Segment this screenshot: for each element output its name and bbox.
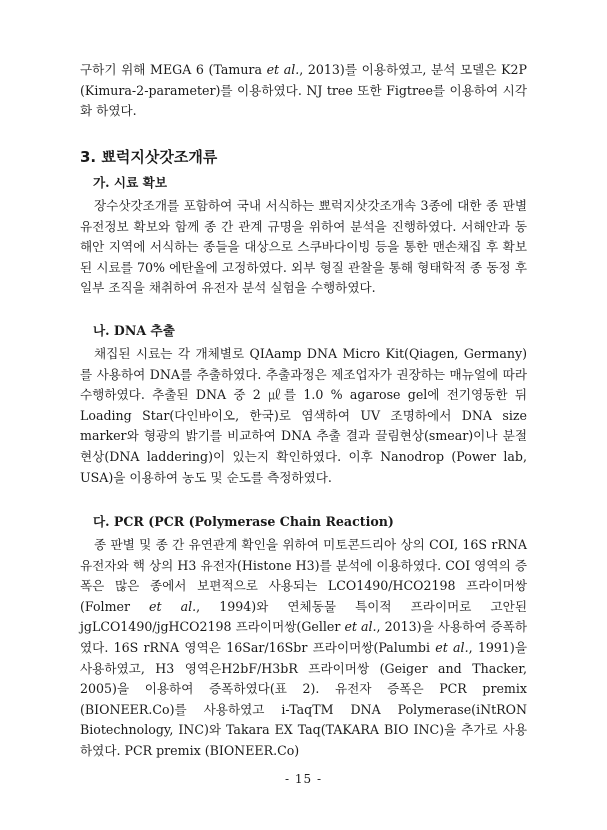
section-heading bbox=[80, 147, 217, 167]
section-title: 뾰럭지삿갓조개류 bbox=[101, 148, 218, 166]
paragraph-dna: 채집된 시료는 각 개체별로 QIAamp DNA Micro Kit(Qiagen, Germany)를 사용하여 DNA를 추출하였다. 추출과정은 제조업자가 권장하는 매뉴얼에 따라 수행하였다. 추출된 DNA 중 2 ㎕를 1.0 % agarose gel에 전기영동한 뒤 Loading Star(다인바이오, 한국)로 염색하여 UV 조명하에서 DNA size marker와 형광의 밝기를 비교하여 DNA 추출 결과 끌림현상(smear)이나 분절현상(DNA laddering)이 있는지 확인하였다. 이후 Nanodrop (Power lab, USA)을 이용하여 농도 및 순도를 측정하였다. bbox=[80, 346, 527, 485]
subsection-heading-dna: 나. DNA 추출 bbox=[93, 323, 175, 338]
paragraph-samples: 장수삿갓조개를 포함하여 국내 서식하는 뾰럭지삿갓조개속 3종에 대한 종 판별 유전정보 확보와 함께 종 간 관계 규명을 위하여 분석을 진행하였다. 서해안과 동해안 지역에 서식하는 종들을 대상으로 스쿠바다이빙 등을 통한 맨손채집 후 확보된 시료를 70% 에탄올에 고정하였다. 외부 형질 관찰을 통해 형태학적 종 동정 후 일부 조직을 채취하여 유전자 분석 실험을 수행하였다. bbox=[80, 198, 527, 296]
subsection-heading-pcr: 다. PCR (PCR (Polymerase Chain Reaction) bbox=[93, 514, 394, 529]
intro-paragraph: 구하기 위해 MEGA 6 (Tamura et al., 2013)를 이용하였고, 분석 모델은 K2P (Kimura-2-parameter)를 이용하였다. NJ tree 또한 Figtree를 이용하여 시각화 하였다. bbox=[80, 62, 527, 119]
intro-block bbox=[80, 60, 527, 122]
subsection-body-dna bbox=[80, 344, 527, 488]
subsection-body-pcr bbox=[80, 535, 527, 762]
page-number: - 15 - bbox=[284, 772, 322, 786]
paragraph-pcr: 종 판별 및 종 간 유연관계 확인을 위하여 미토콘드리아 상의 COI, 16S rRNA 유전자와 핵 상의 H3 유전자(Histone H3)를 분석에 이용하였다. COI 영역의 증폭은 많은 종에서 보편적으로 사용되는 LCO1490/HCO2198 프라이머쌍(Folmer et al., 1994)와 연체동물 특이적 프라이머로 고안된 jgLCO1490/jgHCO2198 프라이머쌍(Geller et al., 2013)을 사용하여 증폭하였다. 16S rRNA 영역은 16Sar/16Sbr 프라이머쌍(Palumbi et al., 1991)을 사용하였고, H3 영역은H2bF/H3bR 프라이머쌍 (Geiger and Thacker, 2005)을 이용하여 증폭하였다(표 2). 유전자 증폭은 PCR premix (BIONEER.Co)를 사용하였고 i-TaqTM DNA Polymerase(iNtRON Biotechnology, INC)와 Takara EX Taq(TAKARA BIO INC)을 추가로 사용하였다. PCR premix (BIONEER.Co) bbox=[80, 537, 528, 758]
subsection-body-samples bbox=[80, 196, 527, 299]
subsection-heading-samples: 가. 시료 확보 bbox=[93, 175, 167, 190]
section-number: 3. bbox=[80, 148, 97, 166]
